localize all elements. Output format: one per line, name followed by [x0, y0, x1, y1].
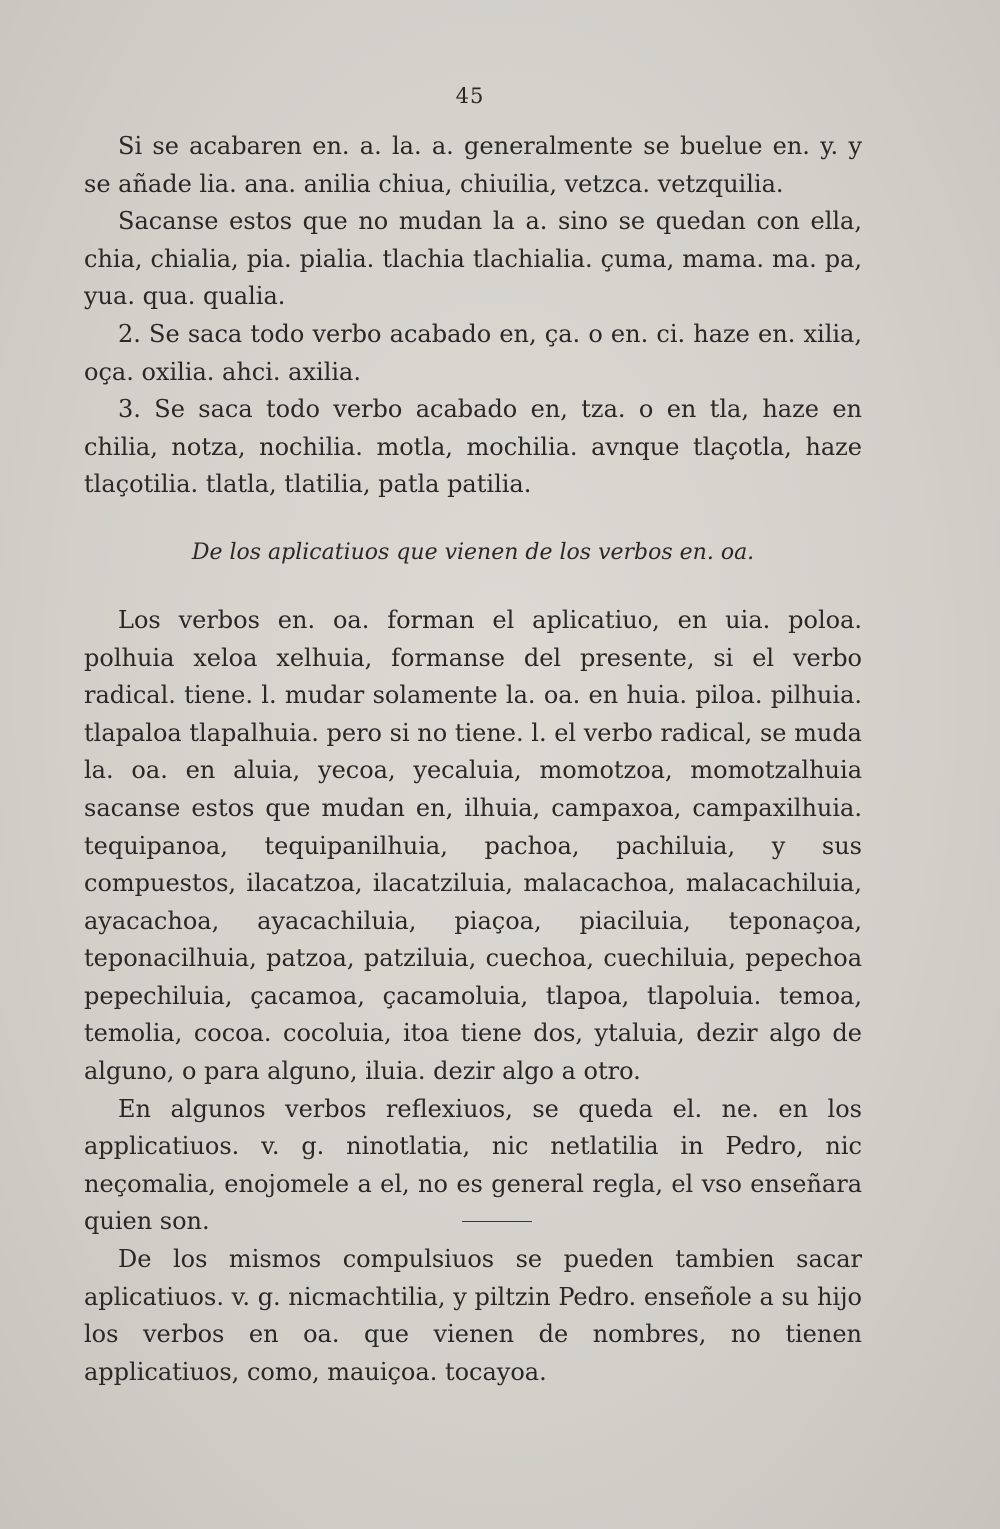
paragraph: Sacanse estos que no mudan la a. sino se quedan con ella, chia, chialia, pia. pialia. tlachia tlachialia. çuma, mama. ma. pa, yua. qua. qualia. [84, 207, 862, 311]
page-number: 45 [455, 84, 485, 108]
end-rule [462, 1221, 532, 1222]
paragraph: Si se acabaren en. a. la. a. generalmente se buelue en. y. y se añade lia. ana. anilia chiua, chiuilia, vetzca. vetzquilia. [84, 132, 862, 198]
paragraph: De los mismos compulsiuos se pueden tambien sacar aplicatiuos. v. g. nicmachtilia, y piltzin Pedro. enseñole a su hijo los verbos en oa. que vienen de nombres, no tienen applicatiuos, como, mauiçoa. tocayoa. [84, 1245, 862, 1386]
paragraph: En algunos verbos reflexiuos, se queda el. ne. en los applicatiuos. v. g. ninotlatia, nic netlatilia in Pedro, nic neçomalia, enojomele a el, no es general regla, el vso enseñara quien son. [84, 1094, 862, 1236]
section-heading: De los aplicatiuos que vienen de los verbos en. oa. [191, 539, 755, 565]
section-verbs-in-oa [84, 602, 862, 1391]
paragraph: Los verbos en. oa. forman el aplicatiuo, en uia. poloa. polhuia xeloa xelhuia, formanse del presente, si el verbo radical. tiene. l. mudar solamente la. oa. en huia. piloa. pilhuia. tlapaloa tlapalhuia. pero si no tiene. l. el verbo radical, se muda la. oa. en aluia, yecoa, yecaluia, momotzoa, momotzalhuia sacanse estos que mudan en, ilhuia, campaxoa, campaxilhuia. tequipanoa, tequipanilhuia, pachoa, pachiluia, y sus compuestos, ilacatzoa, ilacatziluia, malacachoa, malacachiluia, ayacachoa, ayacachiluia, piaçoa, piaciluia, teponaçoa, teponacilhuia, patzoa, patziluia, cuechoa, cuechiluia, pepechoa pepechiluia, çacamoa, çacamoluia, tlapoa, tlapoluia. temoa, temolia, cocoa. cocoluia, itoa tiene dos, ytaluia, dezir algo de alguno, o para alguno, iluia. dezir algo a otro. [84, 605, 862, 1086]
paragraph: 3. Se saca todo verbo acabado en, tza. o en tla, haze en chilia, notza, nochilia. motla, mochilia. avnque tlaçotla, haze tlaçotilia. tlatla, tlatilia, patla patilia. [84, 395, 862, 499]
body-text [84, 128, 862, 1391]
paragraph: 2. Se saca todo verbo acabado en, ça. o en. ci. haze en. xilia, oça. oxilia. ahci. axilia. [84, 319, 862, 386]
section-verbs-in-a [84, 128, 862, 504]
